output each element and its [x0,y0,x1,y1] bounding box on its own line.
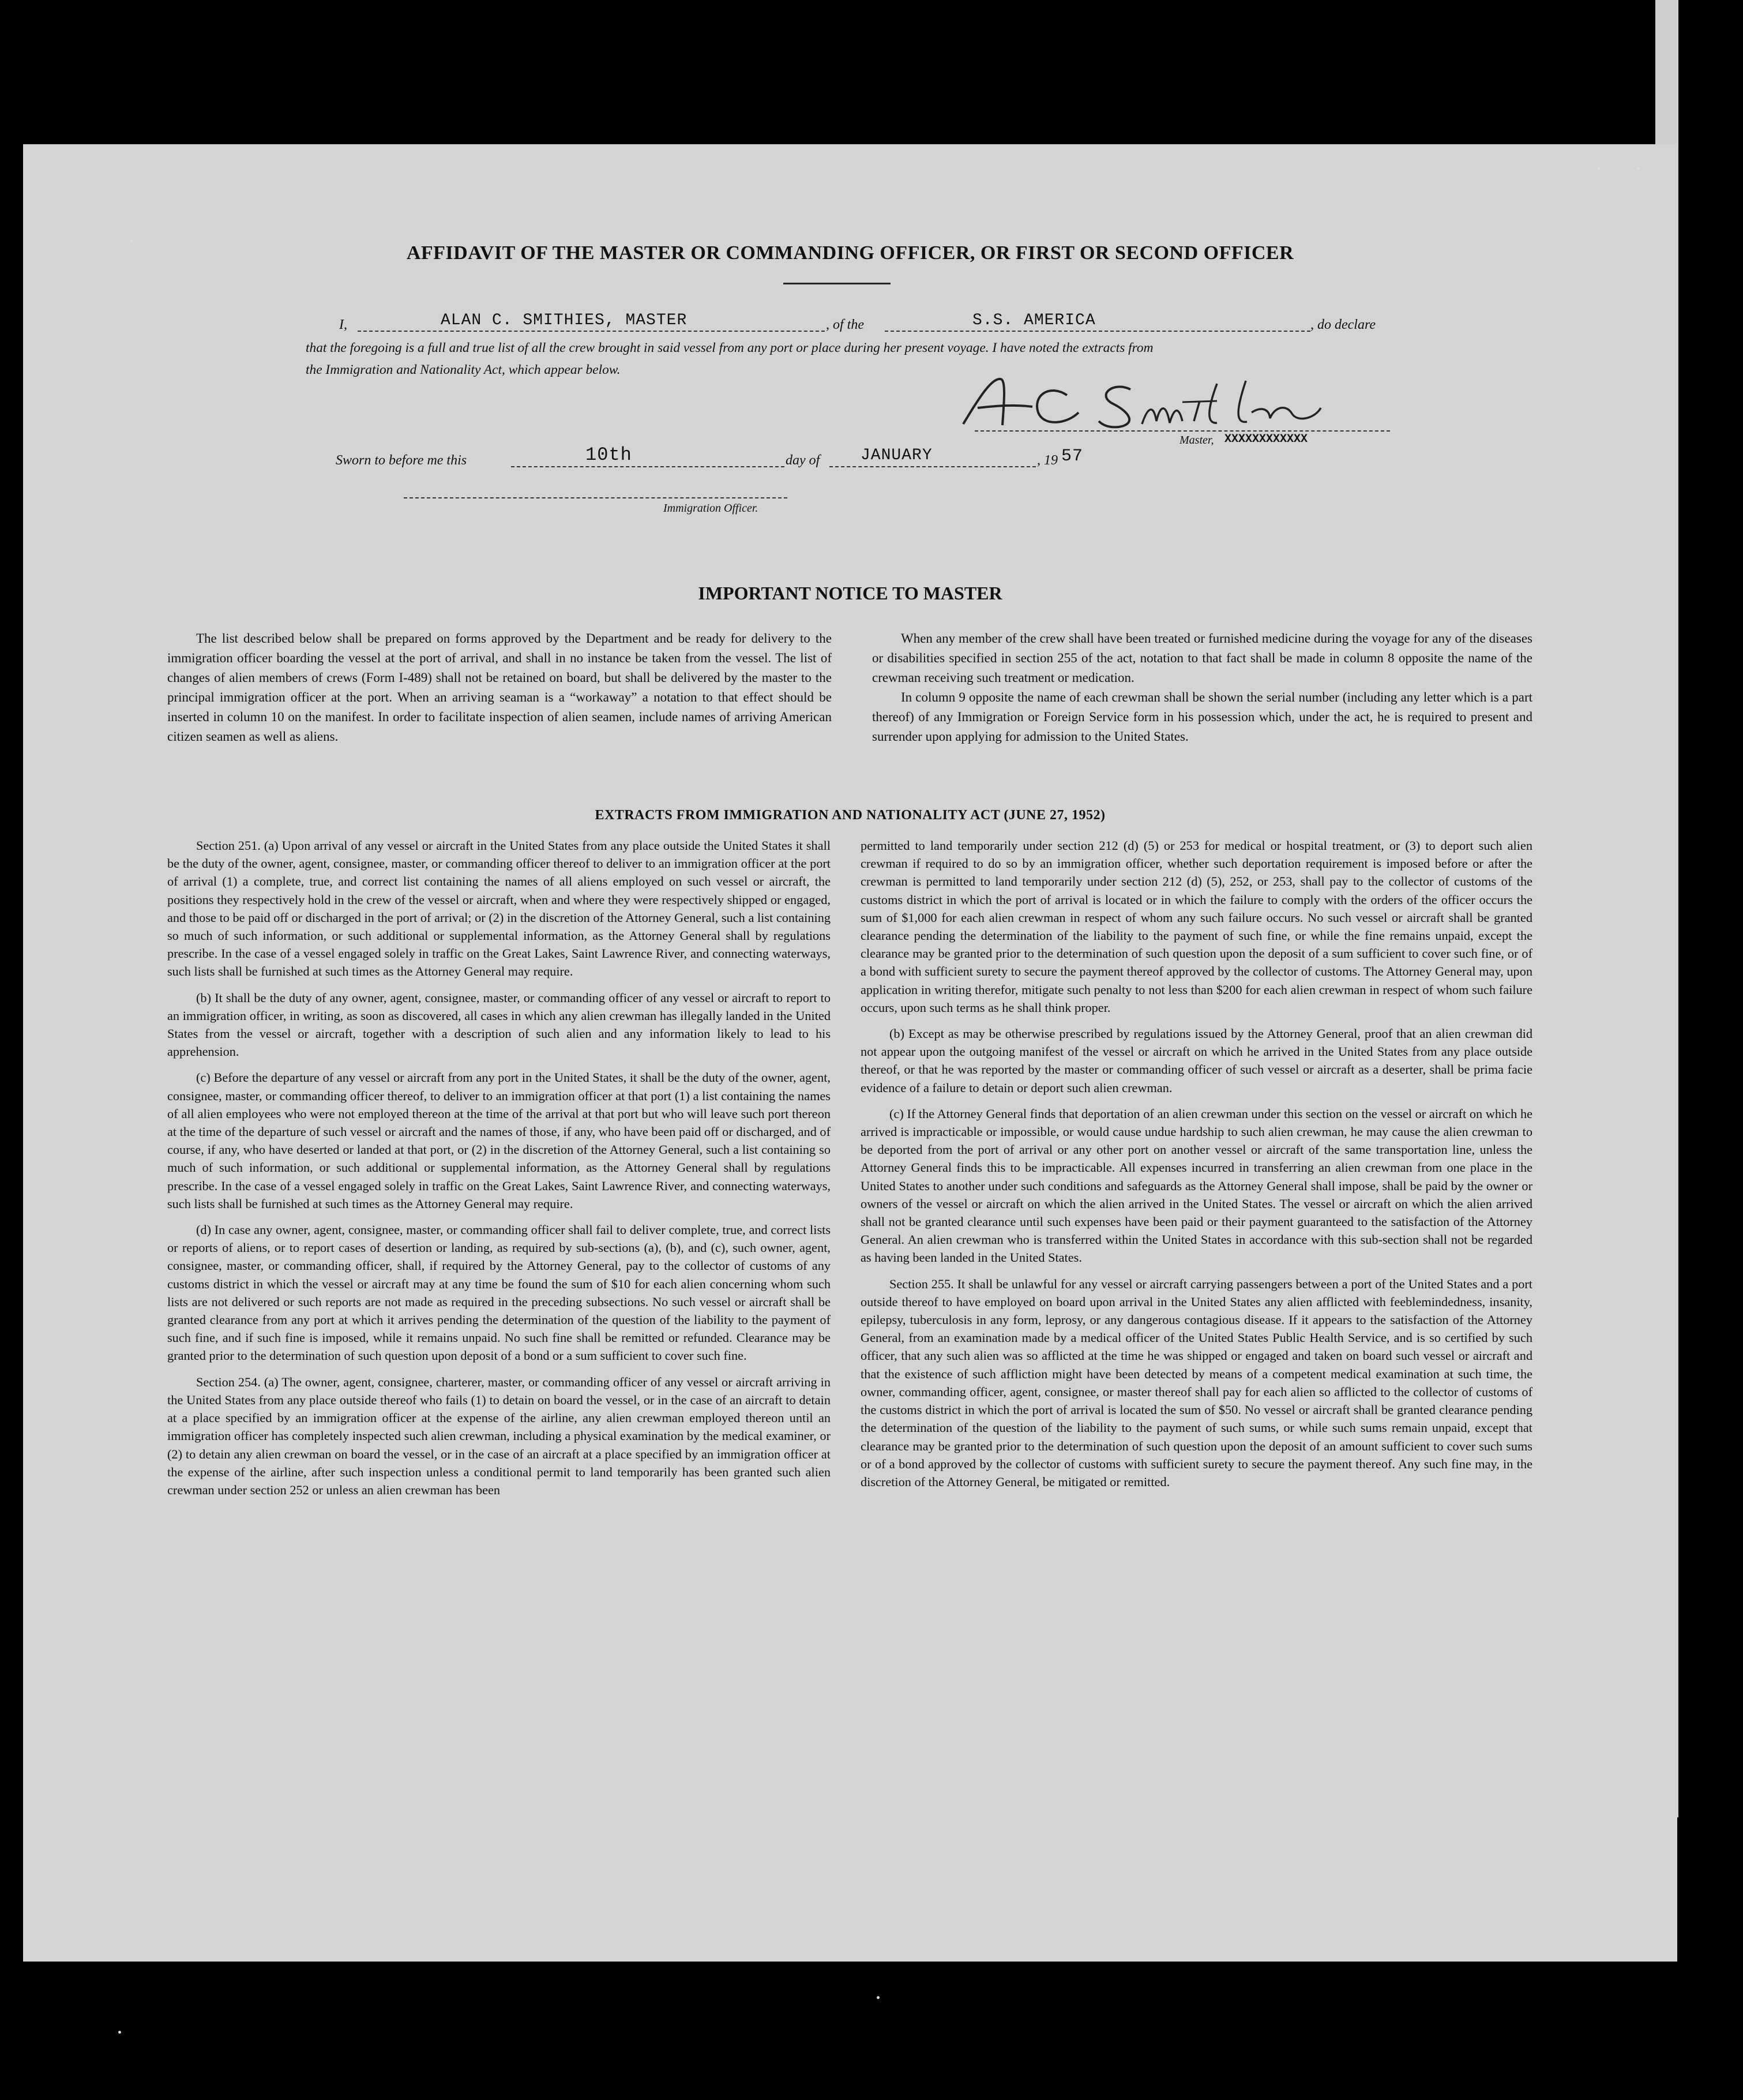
sworn-day: 10th [585,444,632,466]
statement-line-1: that the foregoing is a full and true list of all the crew brought in said vessel from any port or place during her present voyage. I have noted the extracts from [306,340,1154,355]
extract-paragraph: (d) In case any owner, agent, consignee, master, or commanding officer shall fail to deliver complete, true, and correct lists or reports of aliens, or to report cases of desertion or landing, as required by sub-sections (a), (b), and (c), such owner, agent, consignee, master, or commanding officer, shall, if required by the Attorney General, pay to the collector of customs of any customs district in which the vessel or aircraft may at any time be found the sum of $10 for each alien concerning whom such lists are not delivered or such reports are not made as required in the preceding subsections. No such vessel or aircraft shall be granted clearance from any port at which it arrives pending the determination of the question of the liability to the payment of such fine, and if such fine is imposed, while it remains unpaid. No such fine shall be remitted or refunded. Clearance may be granted prior to the determination of such question upon deposit of a bond or a sum sufficient to cover such fine. [167,1222,831,1363]
officer-line [404,497,787,498]
notice-right-paragraph-2: In column 9 opposite the name of each crewman shall be shown the serial number (including any letter which is a part thereof) of any Immigration or Foreign Service form in his possession which, under the act, he is required to present and surrender upon applying for admission to the United States. [872,690,1532,744]
notice-right [872,629,1532,747]
scan-speck [1598,167,1601,170]
do-declare-label: , do declare [1310,317,1376,332]
struck-title: XXXXXXXXXXXX [1224,433,1308,446]
extract-paragraph: permitted to land temporarily under section 212 (d) (5) or 253 for medical or hospital treatment, or (3) to deport such alien crewman if required to do so by an immigration officer, whether such deportation requirement is imposed before or after the crewman is permitted to land temporarily under section 212 (d) (5), 252, or 253, shall pay to the collector of customs of the customs district in which the port of arrival is located or in which the failure to comply with the orders of the officer occurs the sum of $1,000 for each alien crewman in respect of whom any such failure occurs. No such vessel or aircraft shall be granted clearance pending the determination of the liability to the payment of such fine, or while the fine remains unpaid, except the clearance may be granted prior to the determination of such question upon the deposit of a sum sufficient to cover such fine, or of a bond with sufficient surety to secure the payment thereof approved by the collector of customs. The Attorney General may, upon application in writing therefor, mitigate such penalty to not less than $200 for each alien crewman in respect of whom such failure occurs, upon such terms as he shall think proper. [861,838,1532,1015]
name-line [358,331,825,332]
scan-speck [130,239,133,242]
extract-paragraph: (c) If the Attorney General finds that deportation of an alien crewman under this section on the vessel or aircraft on which he arrived is impracticable or impossible, or would cause undue hardship to such alien crewman, he may cause the alien crewman to be deported from the port of arrival or any other port on another vessel or aircraft of the same transportation line, unless the Attorney General finds this to be impracticable. All expenses incurred in transferring an alien crewman from one place in the United States to another under such conditions and safeguards as the Attorney General shall impose, shall be paid by the owner or owners of the vessel or aircraft on which the alien arrived in the United States. The vessel or aircraft on which the alien arrived shall not be granted clearance until such expenses have been paid or their payment guaranteed to the satisfaction of the Attorney General. An alien crewman who is transferred within the United States in accordance with this sub-section shall not be regarded as having been landed in the United States. [861,1106,1532,1265]
notice-left [167,629,832,747]
vessel-name: S.S. AMERICA [972,312,1096,329]
scan-speck [877,1996,880,1999]
master-signature [946,372,1384,436]
document-page [23,144,1677,1962]
extracts-heading: EXTRACTS FROM IMMIGRATION AND NATIONALITY ACT (JUNE 27, 1952) [595,808,1106,823]
signature-line [975,430,1390,432]
extract-paragraph: Section 251. (a) Upon arrival of any vessel or aircraft in the United States from any place outside the United States it shall be the duty of the owner, agent, consignee, master, or commanding officer thereof to deliver to an immigration officer at the port of arrival (1) a complete, true, and correct list containing the names of all aliens employed on such vessel or aircraft, the positions they respectively hold in the crew of the vessel or aircraft, when and where they were respectively shipped or engaged, and those to be paid off or discharged in the port of arrival; or (2) in the discretion of the Attorney General, such a list containing so much of such information, or such additional or supplemental information, as the Attorney General shall by regulations prescribe. In the case of a vessel engaged solely in traffic on the Great Lakes, Saint Lawrence River, and connecting waterways, such lists shall be furnished at such times as the Attorney General may require. [167,838,831,979]
extract-paragraph: (b) It shall be the duty of any owner, agent, consignee, master, or commanding officer of any vessel or aircraft to report to an immigration officer, in writing, as soon as discovered, all cases in which any alien crewman has illegally landed in the United States from the vessel or aircraft, together with a description of such alien and any information likely to lead to his apprehension. [167,990,831,1059]
extract-paragraph: (b) Except as may be otherwise prescribed by regulations issued by the Attorney General, proof that an alien crewman did not appear upon the outgoing manifest of the vessel or aircraft on which he arrived in the United States from any place outside thereof, or that he was reported by the master or commanding officer of such vessel or aircraft as a deserter, shall be prima facie evidence of a failure to detain or deport such alien crewman. [861,1026,1532,1095]
immigration-officer-label: Immigration Officer. [663,502,758,515]
year-prefix: , 19 [1037,453,1058,468]
title-rule [783,283,891,284]
master-label: Master, [1179,434,1214,447]
affidavit-title: AFFIDAVIT OF THE MASTER OR COMMANDING OFFICER, OR FIRST OR SECOND OFFICER [406,242,1294,264]
day-of-label: day of [786,453,820,468]
month: JANUARY [861,447,933,464]
notice-right-paragraph-1: When any member of the crew shall have been treated or furnished medicine during the voyage for any of the diseases or disabilities specified in section 255 of the act, notation to that fact shall be made in column 8 opposite the name of the crewman receiving such treatment or medication. [872,631,1532,685]
extract-paragraph: Section 255. It shall be unlawful for any vessel or aircraft carrying passengers between a port of the United States and a port outside thereof to have employed on board upon arrival in the United States any alien afflicted with feeblemindedness, insanity, epilepsy, tuberculosis in any form, leprosy, or any dangerous contagious disease. If it appears to the satisfaction of the Attorney General, from an examination made by a medical officer of the United States Public Health Service, and is so certified by such officer, that any such alien was so afflicted at the time he was shipped or engaged and taken on board such vessel or aircraft and that the existence of such affliction might have been detected by means of a competent medical examination at such time, the owner, commanding officer, agent, consignee, or master thereof shall pay for each alien so afflicted to the collector of customs of the customs district in which the port of arrival is located the sum of $50. No vessel or aircraft shall be granted clearance pending the determination of the question of the liability to the payment of such sums, or while such sums remain unpaid, except that clearance may be granted prior to the determination of such question upon the deposit of an amount sufficient to cover such sums or of a bond approved by the collector of customs with sufficient surety to secure the payment thereof. Any such fine may, in the discretion of the Attorney General, be mitigated or remitted. [861,1276,1532,1489]
notice-left-paragraph: The list described below shall be prepared on forms approved by the Department and be ready for delivery to the immigration officer boarding the vessel at the port of arrival, and shall in no instance be taken from the vessel. The list of changes of alien members of crews (Form I-489) shall not be retained on board, but shall be delivered by the master to the principal immigration officer at the port. When an arriving seaman is a “workaway” a notation to that effect should be inserted in column 10 on the manifest. In order to facilitate inspection of alien seamen, include names of arriving American citizen seamen as well as aliens. [167,631,832,744]
of-the-label: , of the [826,317,864,332]
notice-heading: IMPORTANT NOTICE TO MASTER [698,583,1002,603]
extracts-left-column [167,837,831,1507]
statement-line-2: the Immigration and Nationality Act, which appear below. [306,362,621,377]
master-name: ALAN C. SMITHIES, MASTER [441,312,688,329]
sworn-label: Sworn to before me this [336,453,467,468]
extracts-right-column [861,837,1532,1499]
scan-speck [1637,167,1640,170]
vessel-line [885,331,1310,332]
i-label: I, [339,317,347,332]
scan-speck [118,2031,121,2034]
month-line [829,466,1036,467]
extract-paragraph: Section 254. (a) The owner, agent, consignee, charterer, master, or commanding officer of any vessel or aircraft arriving in the United States from any place outside thereof who fails (1) to detain on board the vessel, or in the case of an aircraft to detain at a place specified by an immigration officer at the expense of the airline, any alien crewman employed thereon until an immigration officer has completely inspected such alien crewman, including a physical examination by the medical examiner, or (2) to detain any alien crewman on board the vessel, or in the case of an aircraft at a place specified by an immigration officer at the expense of the airline, after such inspection unless a conditional permit to land temporarily has been granted such alien crewman under section 252 or unless an alien crewman has been [167,1374,831,1497]
extract-paragraph: (c) Before the departure of any vessel or aircraft from any port in the United States, it shall be the duty of the owner, agent, consignee, master, or commanding officer thereof, to deliver to an immigration officer at that port (1) a list containing the names of all alien employees who were not employed thereon at the time of the arrival at that port but who will leave such port thereon at the time of the departure of such vessel or aircraft and the names of those, if any, who have been paid off or discharged, and of course, if any, who have deserted or landed at that port, or (2) in the discretion of the Attorney General, such a list containing so much of such information, or such additional or supplemental information, as the Attorney General shall by regulations prescribe. In the case of a vessel engaged solely in traffic on the Great Lakes, Saint Lawrence River, and connecting waterways, such lists shall be furnished at such times as the Attorney General may require. [167,1070,831,1211]
sworn-day-line [511,466,784,467]
year: 57 [1061,447,1084,466]
